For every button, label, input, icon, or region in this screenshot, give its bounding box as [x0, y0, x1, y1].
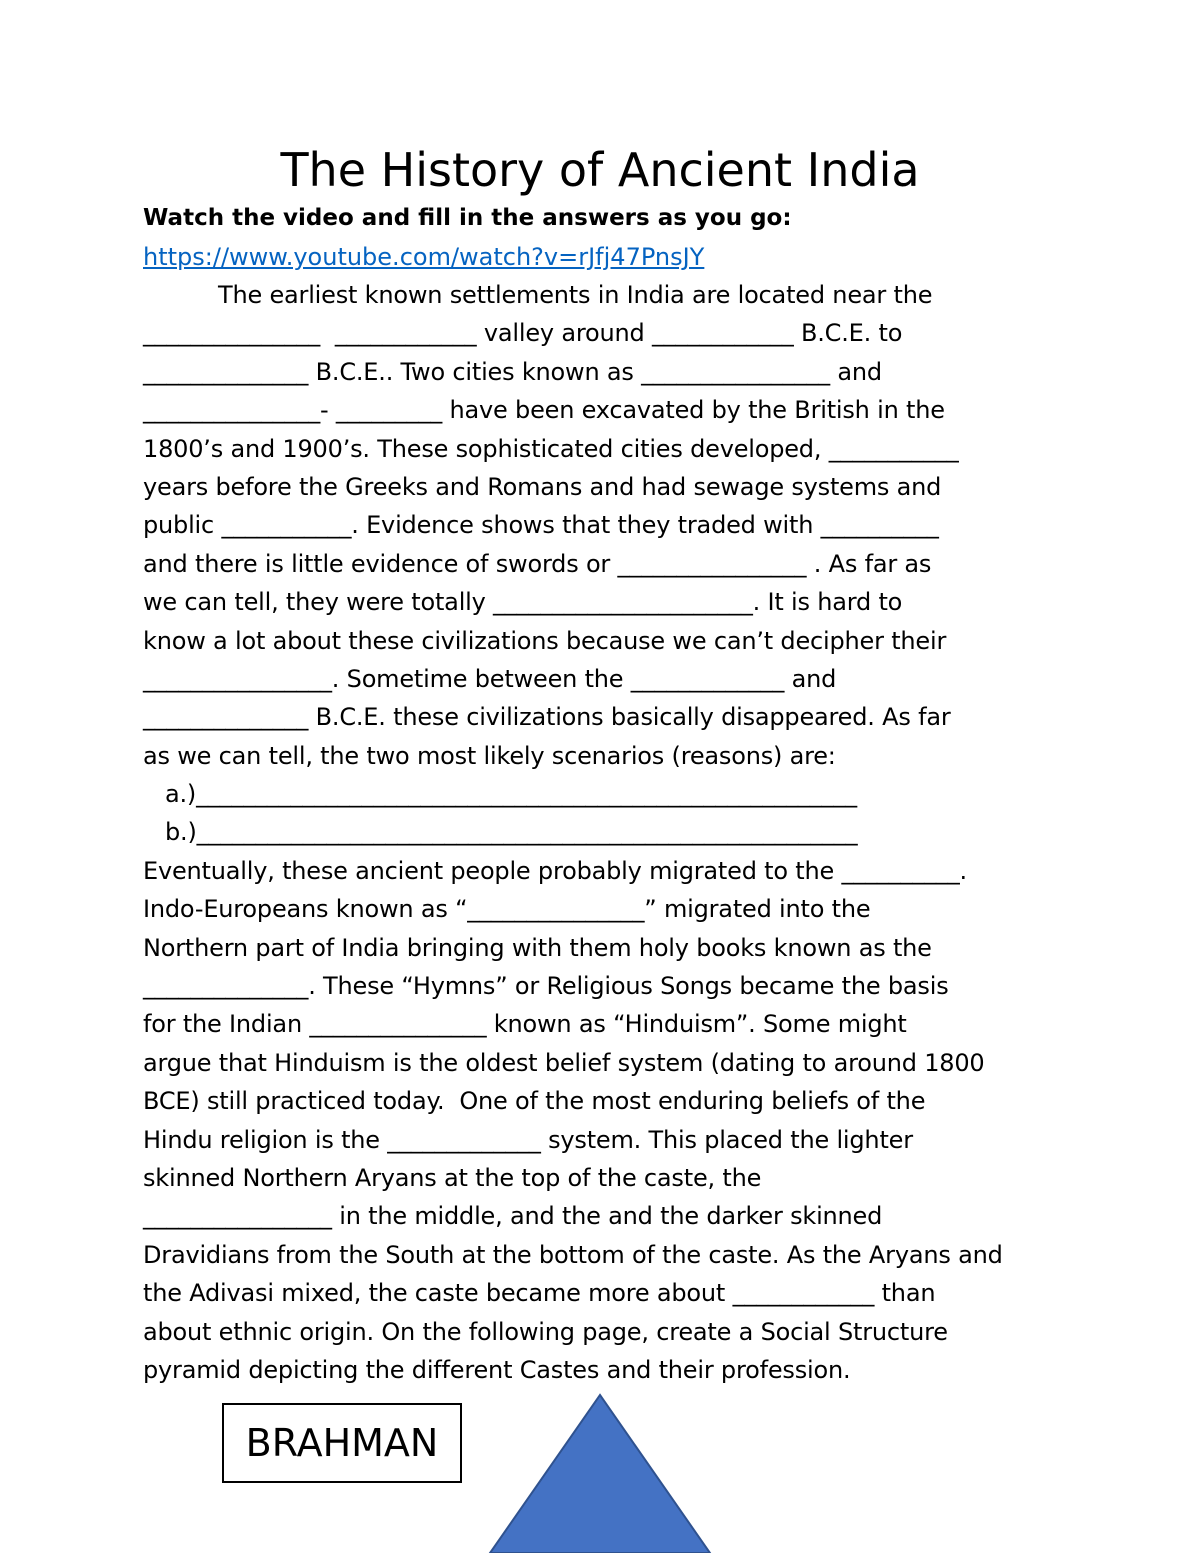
- worksheet-line: the Adivasi mixed, the caste became more about ____________ than: [143, 1279, 936, 1308]
- worksheet-line: Dravidians from the South at the bottom of the caste. As the Aryans and: [143, 1240, 1003, 1269]
- caste-pyramid-shape: [488, 1393, 712, 1553]
- worksheet-body: [143, 276, 1063, 1389]
- worksheet-line: ________________. Sometime between the _____________ and: [143, 664, 837, 693]
- answer-line-b: b.)________________________________________________________: [165, 818, 858, 847]
- worksheet-line: argue that Hinduism is the oldest belief system (dating to around 1800: [143, 1048, 985, 1077]
- worksheet-line: 1800’s and 1900’s. These sophisticated cities developed, ___________: [143, 434, 959, 463]
- worksheet-line: BCE) still practiced today. One of the most enduring beliefs of the: [143, 1087, 926, 1116]
- caste-box-brahman: BRAHMAN: [222, 1403, 462, 1483]
- worksheet-line: years before the Greeks and Romans and had sewage systems and: [143, 472, 942, 501]
- answer-line-a: a.)________________________________________________________: [165, 780, 857, 809]
- worksheet-line: _______________- _________ have been excavated by the British in the: [143, 396, 945, 425]
- worksheet-line: public ___________. Evidence shows that they traded with __________: [143, 511, 939, 540]
- worksheet-line: about ethnic origin. On the following page, create a Social Structure: [143, 1317, 948, 1346]
- worksheet-line: ______________. These “Hymns” or Religious Songs became the basis: [143, 972, 949, 1001]
- worksheet-line: ________________ in the middle, and the and the darker skinned: [143, 1202, 883, 1231]
- worksheet-line: Eventually, these ancient people probably migrated to the __________.: [143, 856, 967, 885]
- instruction-text: Watch the video and fill in the answers as you go:: [143, 205, 792, 231]
- worksheet-line: The earliest known settlements in India are located near the: [218, 281, 933, 309]
- worksheet-line: skinned Northern Aryans at the top of the caste, the: [143, 1163, 762, 1192]
- worksheet-line: as we can tell, the two most likely scenarios (reasons) are:: [143, 741, 836, 770]
- worksheet-line: Northern part of India bringing with them holy books known as the: [143, 933, 932, 962]
- video-link[interactable]: https://www.youtube.com/watch?v=rJfj47PnsJY: [143, 243, 705, 271]
- page-title: The History of Ancient India: [280, 143, 920, 197]
- worksheet-line: for the Indian _______________ known as “Hinduism”. Some might: [143, 1010, 907, 1039]
- worksheet-line: pyramid depicting the different Castes and their profession.: [143, 1355, 851, 1384]
- worksheet-line: _______________ ____________ valley around ____________ B.C.E. to: [143, 319, 903, 348]
- worksheet-line: Indo-Europeans known as “_______________” migrated into the: [143, 895, 871, 924]
- pyramid-triangle: [490, 1395, 710, 1553]
- worksheet-line: we can tell, they were totally ______________________. It is hard to: [143, 588, 903, 617]
- worksheet-line: ______________ B.C.E.. Two cities known as ________________ and: [143, 357, 882, 386]
- worksheet-line: Hindu religion is the _____________ system. This placed the lighter: [143, 1125, 913, 1154]
- worksheet-line: know a lot about these civilizations because we can’t decipher their: [143, 626, 947, 655]
- worksheet-line: ______________ B.C.E. these civilizations basically disappeared. As far: [143, 703, 951, 732]
- worksheet-line: and there is little evidence of swords or ________________ . As far as: [143, 549, 932, 578]
